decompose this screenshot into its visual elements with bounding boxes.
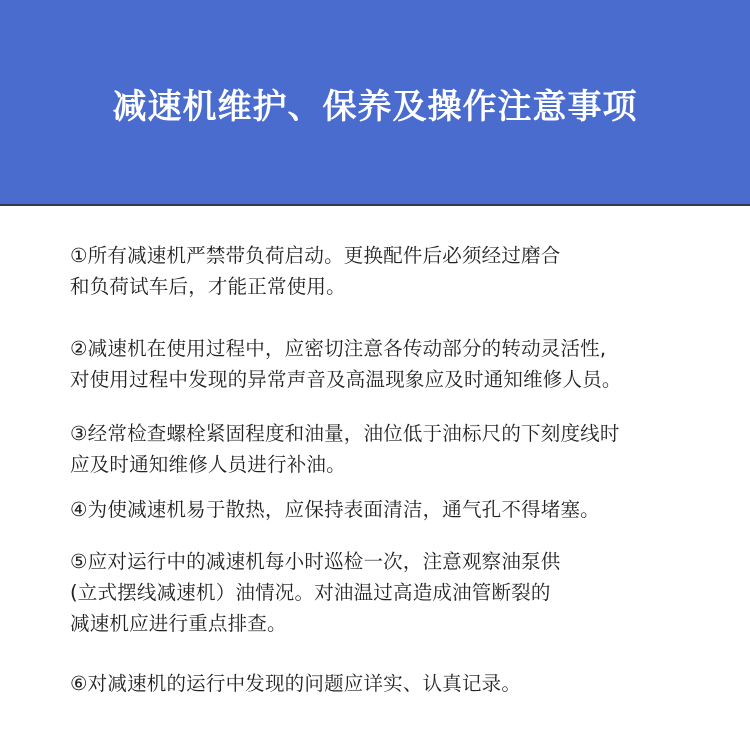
- notice-item-5-line-1: ⑤应对运行中的减速机每小时巡检一次，注意观察油泵供: [70, 550, 561, 573]
- notice-item-2-line-1: ②减速机在使用过程中，应密切注意各传动部分的转动灵活性,: [70, 337, 607, 360]
- notice-item-1: [70, 240, 730, 302]
- notice-item-6-line-1: ⑥对减速机的运行中发现的问题应详实、认真记录。: [70, 672, 522, 695]
- title-banner: [0, 0, 750, 204]
- notice-item-3-line-2: 应及时通知维修人员进行补油。: [70, 453, 346, 476]
- notice-item-2-line-2: 对使用过程中发现的异常声音及高温现象应及时通知维修人员。: [70, 368, 622, 391]
- notice-item-5: [70, 546, 730, 639]
- notice-item-2: [70, 333, 730, 395]
- notice-item-5-line-3: 减速机应进行重点排查。: [70, 612, 287, 635]
- page-title: 减速机维护、保养及操作注意事项: [112, 87, 638, 127]
- notice-item-3: [70, 418, 730, 480]
- notice-item-6: [70, 668, 730, 699]
- notice-item-1-line-2: 和负荷试车后，才能正常使用。: [70, 275, 346, 298]
- banner-divider: [0, 204, 750, 206]
- notice-item-4-line-1: ④为使减速机易于散热，应保持表面清洁，通气孔不得堵塞。: [70, 498, 600, 521]
- notice-item-5-line-2: (立式摆线减速机）油情况。对油温过高造成油管断裂的: [70, 581, 551, 604]
- notice-item-3-line-1: ③经常检查螺栓紧固程度和油量，油位低于油标尺的下刻度线时: [70, 422, 620, 445]
- notice-item-4: [70, 494, 730, 525]
- notice-item-1-line-1: ①所有减速机严禁带负荷启动。更换配件后必须经过磨合: [70, 244, 561, 267]
